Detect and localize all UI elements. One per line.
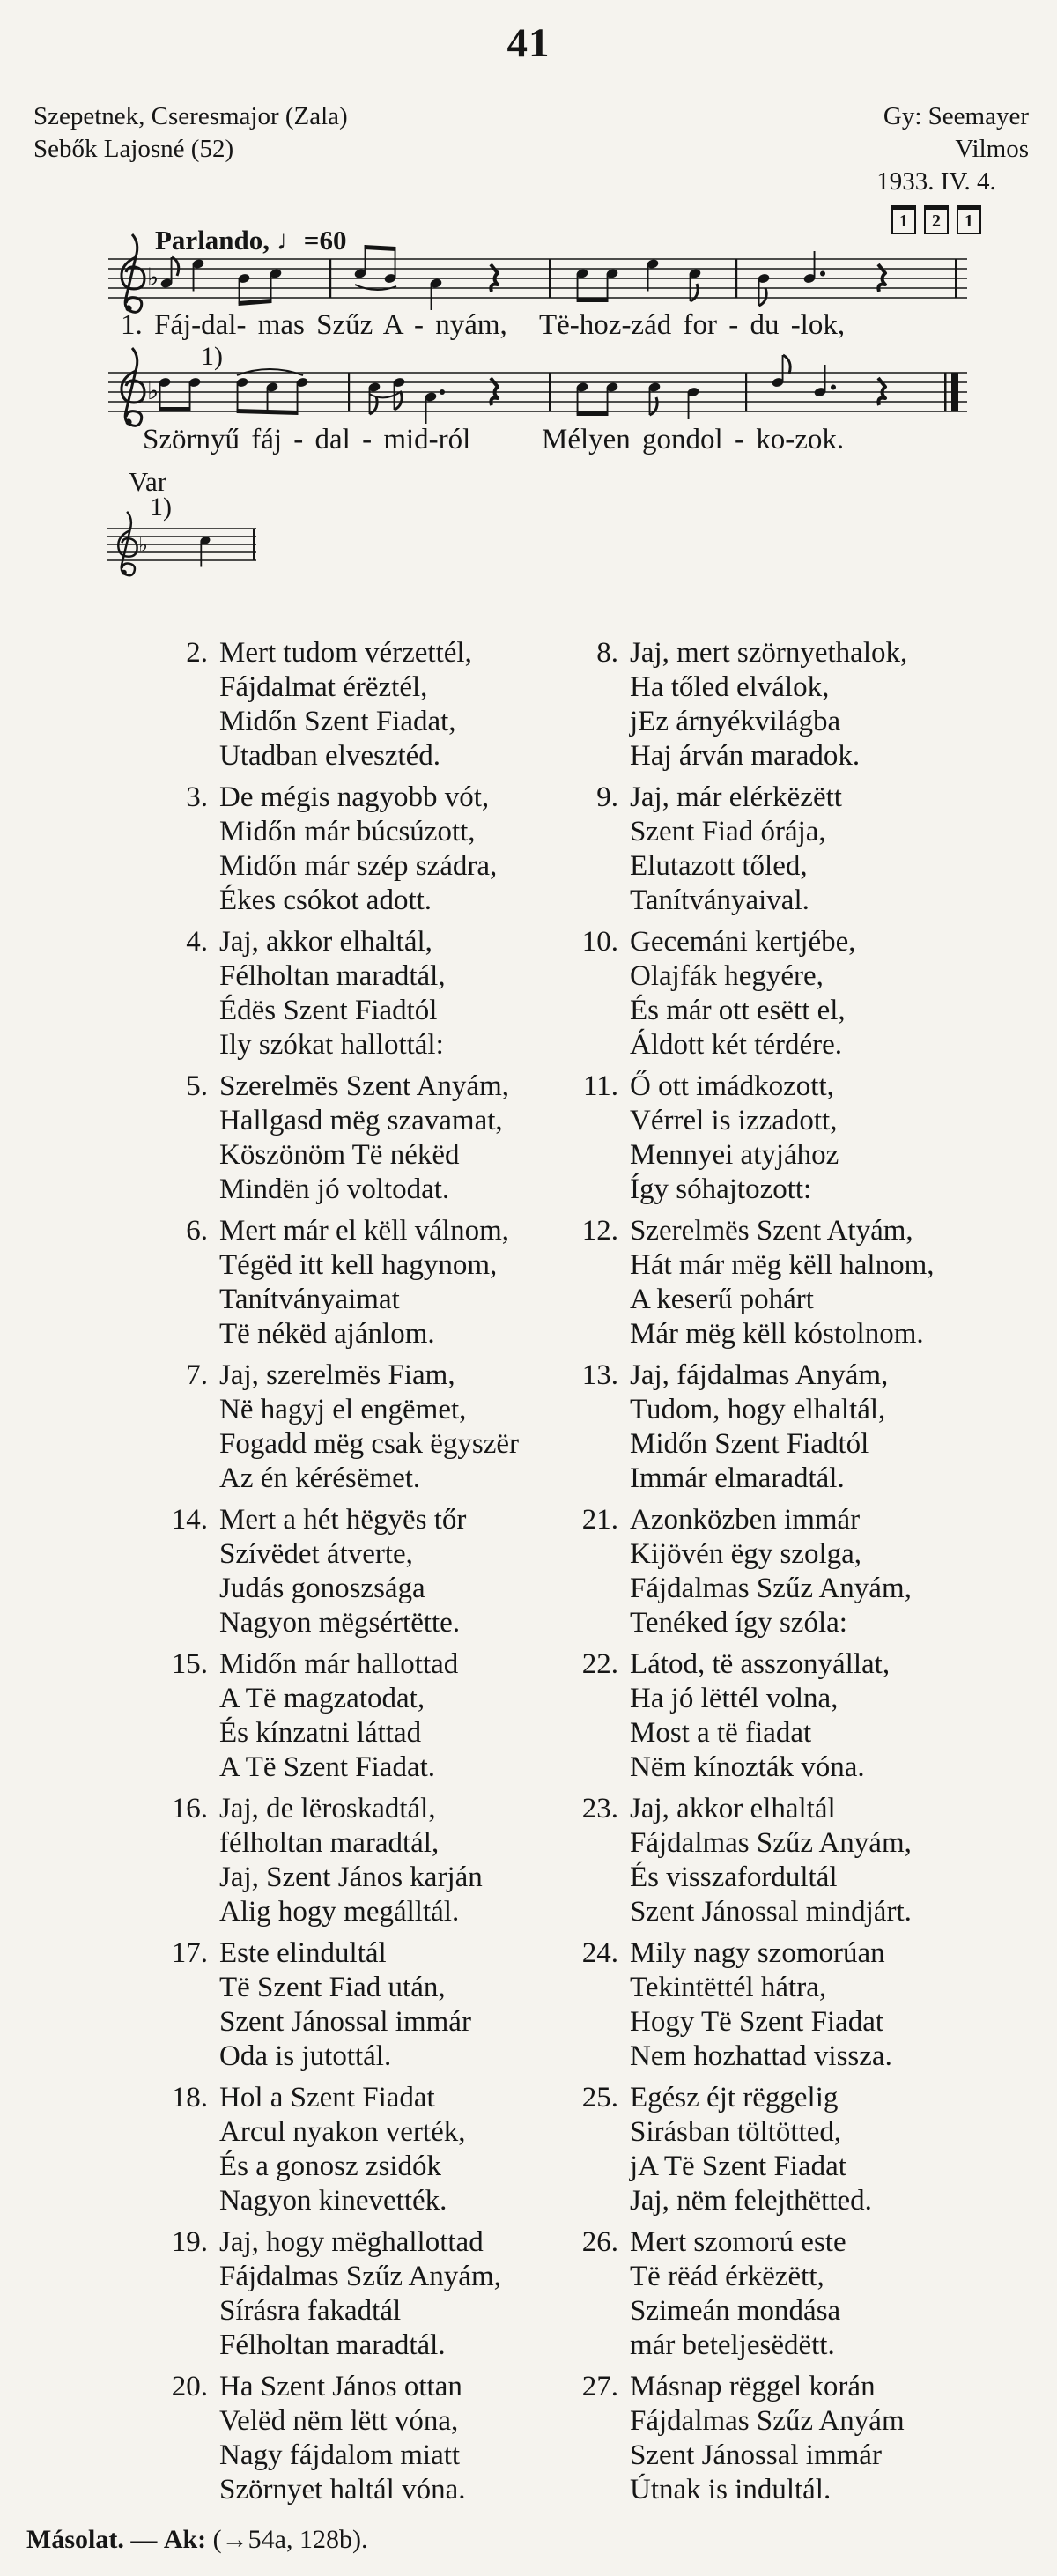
verse-line: Útnak is indultál.: [630, 2474, 832, 2506]
footer-source-label: Ak:: [163, 2525, 207, 2554]
variant-staff-fragment: [107, 509, 256, 588]
verse-line: Tanítványaimat: [219, 1284, 400, 1315]
verse-line: A keserű pohárt: [630, 1284, 814, 1315]
flat-sign-icon: ♭: [138, 534, 148, 557]
beamed-notes: [238, 268, 283, 306]
verse-lines: [219, 1936, 471, 2074]
verse-line: Fájdalmas Szűz Anyám,: [630, 1827, 912, 1859]
verse-block: [88, 781, 528, 918]
verse-line: És kínzatni láttad: [219, 1717, 422, 1749]
verse-line: Ha tőled elválok,: [630, 671, 830, 703]
verse-line: Mennyei atyjához: [630, 1139, 839, 1171]
verse-number: 20.: [171, 2371, 208, 2402]
staff-lines: [108, 259, 967, 298]
note: [689, 268, 702, 301]
verse-line: Jaj, fájdalmas Anyám,: [630, 1359, 889, 1391]
verse-line: Mindën jó voltodat.: [219, 1173, 450, 1205]
verse-line: Fogadd mëg csak ëgyszër: [219, 1428, 519, 1460]
verse-line: Szent Fiad órája,: [630, 816, 826, 848]
verse-number: 24.: [581, 1937, 618, 1969]
verse-number: 26.: [581, 2226, 618, 2258]
verse-line: Jaj, mert szörnyethalok,: [630, 637, 908, 669]
verse-line: Nem hozhattad vissza.: [630, 2040, 892, 2072]
barline: [745, 373, 747, 411]
verse-block: [499, 1647, 939, 1785]
verse-line: Jaj, akkor elhaltál,: [219, 926, 432, 958]
verse-line: Mert a hét hëgyës tőr: [219, 1504, 467, 1536]
verse-line: Szívëdet átverte,: [219, 1538, 413, 1570]
verse-line: Ily szókat hallottál:: [219, 1029, 444, 1061]
tempo-marking: Parlando, ♩=60: [155, 225, 347, 255]
verse-number: 8.: [596, 637, 618, 669]
verse-line: Jaj, nëm felejthëtted.: [630, 2185, 872, 2217]
verse-line: Látod, të asszonyállat,: [630, 1648, 891, 1680]
verse-line: Hol a Szent Fiadat: [219, 2082, 435, 2113]
verse-line: Ha Szent János ottan: [219, 2371, 462, 2402]
sigla-box-1: 1: [891, 205, 916, 234]
verse-line: Így sóhajtozott:: [630, 1173, 812, 1205]
verse-line: Mert már el këll válnom,: [219, 1215, 509, 1247]
verse-line: Immár elmaradtál.: [630, 1462, 845, 1494]
verse-line: Szerelmës Szent Atyám,: [630, 1215, 913, 1247]
barline: [329, 259, 331, 298]
verse-line: Félholtan maradtál,: [219, 960, 446, 992]
verse-block: [88, 2225, 528, 2363]
verse-line: Elutazott tőled,: [630, 850, 808, 882]
verse-number: 14.: [171, 1504, 208, 1536]
verse-number: 10.: [581, 926, 618, 958]
verse-number: 2.: [186, 637, 208, 669]
verse-block: [88, 1936, 528, 2074]
verse-line: Már mëg këll kóstolnom.: [630, 1318, 924, 1350]
verse-line: Nagy fájdalom miatt: [219, 2439, 461, 2471]
verse-block: [499, 636, 939, 774]
verse-line: Szörnyet haltál vóna.: [219, 2474, 466, 2506]
header-left: [33, 100, 348, 166]
verse-line: Jaj, Szent János karján: [219, 1862, 483, 1893]
treble-clef-icon: [118, 512, 137, 575]
verse-block: [88, 925, 528, 1062]
verse-line: Ő ott imádkozott,: [630, 1070, 834, 1102]
verse-lines: [630, 2081, 872, 2218]
verse-lines: [219, 925, 446, 1062]
verse-number: 16.: [171, 1793, 208, 1825]
dotted-note: [425, 389, 445, 424]
verse-line: Szent Jánossal immár: [219, 2006, 471, 2038]
verse-lines: [630, 1647, 890, 1785]
verse-line: Nëm kínozták vóna.: [630, 1751, 865, 1783]
barline: [348, 373, 350, 411]
verse-number: 21.: [581, 1504, 618, 1536]
verse-line: Sírásra fakadtál: [219, 2295, 402, 2327]
verse-line: Nagyon mëgsértëtte.: [219, 1607, 461, 1639]
verse-line: Tudom, hogy elhaltál,: [630, 1394, 886, 1425]
verse-block: [499, 1214, 939, 1351]
barline: [549, 259, 551, 298]
header-date: 1933. IV. 4.: [876, 167, 996, 196]
verse-column-right: [499, 636, 939, 2514]
verse-line: Të rëád érkëzëtt,: [630, 2261, 824, 2292]
verse-line: Tekintëttél hátra,: [630, 1972, 827, 2003]
verse-number: 22.: [581, 1648, 618, 1680]
verse-lines: [630, 1358, 888, 1496]
verse-block: [499, 2081, 939, 2218]
verse-line: Nagyon kinevették.: [219, 2185, 447, 2217]
verse-block: [499, 1070, 939, 1207]
verse-line: Mert tudom vérzettél,: [219, 637, 472, 669]
verse-line: Midőn Szent Fiadtól: [630, 1428, 869, 1460]
verse-line: Utadban elvesztéd.: [219, 740, 441, 772]
verse-line: Jaj, szerelmës Fiam,: [219, 1359, 455, 1391]
verse-line: Haj árván maradok.: [630, 740, 861, 772]
verse-block: [88, 1214, 528, 1351]
note: [160, 257, 179, 289]
verse-line: Jaj, már elérkëzëtt: [630, 781, 842, 813]
verse-line: Tenéked így szóla:: [630, 1607, 847, 1639]
verse-line: Midőn már búcsúzott,: [219, 816, 476, 848]
verse-number: 3.: [186, 781, 208, 813]
verse-line: Szent Jánossal immár: [630, 2439, 882, 2471]
verse-block: [88, 1792, 528, 1929]
header-performer: Sebők Lajosné (52): [33, 135, 234, 163]
verse-line: Ha jó lëttél volna,: [630, 1683, 839, 1714]
verse-number: 5.: [186, 1070, 208, 1102]
verse-line: Mert szomorú este: [630, 2226, 846, 2258]
verse-number: 25.: [581, 2082, 618, 2113]
beamed-notes: [576, 381, 619, 416]
verse-number: 18.: [171, 2082, 208, 2113]
footer-note: [26, 2525, 367, 2555]
verse-lines: [219, 1792, 483, 1929]
verse-block: [88, 1070, 528, 1207]
verse-line: Hát már mëg këll halnom,: [630, 1249, 935, 1281]
verse-line: És már ott esëtt el,: [630, 995, 846, 1026]
verse-number: 27.: [581, 2371, 618, 2402]
verse-line: Az én kérésëmet.: [219, 1462, 421, 1494]
verse-block: [88, 1647, 528, 1785]
verse-lines: [630, 2370, 905, 2507]
verse-lines: [630, 1070, 839, 1207]
verse-line: Édës Szent Fiadtól: [219, 995, 438, 1026]
verse-line: Gecemáni kertjébe,: [630, 926, 856, 958]
verse-lines: [219, 1070, 509, 1207]
lyric-phrase-1: 1. Fáj-dal- mas Szűz A - nyám,: [121, 309, 507, 341]
verse-line: Fájdalmas Szűz Anyám: [630, 2405, 905, 2437]
verse-line: Hogy Të Szent Fiadat: [630, 2006, 884, 2038]
verse-line: Szimeán mondása: [630, 2295, 841, 2327]
treble-clef-icon: [122, 348, 144, 426]
verse-number: 15.: [171, 1648, 208, 1680]
note: [758, 273, 771, 306]
note: [648, 381, 662, 415]
flat-sign-icon: ♭: [147, 376, 159, 405]
verse-line: Judás gonoszsága: [219, 1573, 425, 1604]
verse-lines: [630, 781, 842, 918]
verse-number: 19.: [171, 2226, 208, 2258]
verse-line: És a gonosz zsidók: [219, 2150, 442, 2182]
note: [430, 278, 443, 310]
verse-lines: [219, 1214, 509, 1351]
verse-line: Mily nagy szomorúan: [630, 1937, 885, 1969]
page-number: 41: [506, 20, 551, 66]
sigla-box-2: 2: [924, 205, 949, 234]
verse-line: Oda is jutottál.: [219, 2040, 392, 2072]
verse-line: Të Szent Fiad után,: [219, 1972, 446, 2003]
verse-number: 23.: [581, 1793, 618, 1825]
verse-line: Félholtan maradtál.: [219, 2329, 446, 2361]
verse-line: Fájdalmas Szűz Anyám,: [630, 1573, 912, 1604]
verse-line: Arcul nyakon verték,: [219, 2116, 466, 2148]
verse-block: [499, 1792, 939, 1929]
verse-line: már beteljesëdëtt.: [630, 2329, 835, 2361]
verse-line: Vérrel is izzadott,: [630, 1105, 838, 1136]
header-right: [817, 100, 1029, 234]
verse-line: Fájdalmat érëztél,: [219, 671, 428, 703]
verse-block: [88, 2370, 528, 2507]
verse-lines: [630, 1792, 912, 1929]
verse-block: [499, 781, 939, 918]
footer-copy-note: Másolat.: [26, 2525, 124, 2554]
barline: [735, 259, 737, 298]
verse-block: [499, 1936, 939, 2074]
verse-lines: [630, 1936, 892, 2074]
verse-line: Tégëd itt kell hagynom,: [219, 1249, 498, 1281]
beamed-notes: [576, 268, 619, 302]
beamed-notes: [354, 245, 397, 290]
verse-line: Ékes csókot adott.: [219, 885, 432, 916]
verse-line: Szent Jánossal mindjárt.: [630, 1896, 912, 1928]
verse-lines: [219, 1503, 466, 1640]
verse-number: 9.: [596, 781, 618, 813]
verse-block: [88, 1503, 528, 1640]
verse-line: És visszafordultál: [630, 1862, 838, 1893]
verse-line: Hallgasd mëg szavamat,: [219, 1105, 503, 1136]
verse-line: Velëd nëm lëtt vóna,: [219, 2405, 459, 2437]
verse-line: Jaj, de lëroskadtál,: [219, 1793, 436, 1825]
verse-line: Të nékëd ajánlom.: [219, 1318, 435, 1350]
sigla-box-3: 1: [957, 205, 981, 234]
verse-line: Másnap rëggel korán: [630, 2371, 876, 2402]
verse-line: Midőn Szent Fiadat,: [219, 706, 456, 737]
footer-source-ref: (→54a, 128b).: [212, 2525, 368, 2554]
note: [192, 258, 205, 291]
verse-lines: [630, 925, 856, 1062]
verse-line: Kijövén ëgy szolga,: [630, 1538, 862, 1570]
verse-line: Egész éjt rëggelig: [630, 2082, 839, 2113]
verse-line: Szerelmës Szent Anyám,: [219, 1070, 510, 1102]
verse-lines: [630, 1503, 912, 1640]
verse-line: Jaj, hogy mëghallottad: [219, 2226, 484, 2258]
verse-lines: [219, 2225, 501, 2363]
verse-block: [499, 2225, 939, 2363]
flat-sign-icon: ♭: [147, 263, 159, 292]
verse-line: De mégis nagyobb vót,: [219, 781, 490, 813]
verse-line: jEz árnyékvilágba: [630, 706, 841, 737]
verse-line: Sirásban töltötted,: [630, 2116, 842, 2148]
verse-lines: [630, 1214, 935, 1351]
end-barline: [955, 259, 957, 298]
verse-line: Tanítványaival.: [630, 885, 809, 916]
lyric-phrase-2: Të-hoz-zád for - du -lok,: [539, 309, 846, 341]
verse-number: 17.: [171, 1937, 208, 1969]
verse-number: 12.: [581, 1215, 618, 1247]
note: [199, 536, 211, 567]
verse-line: Jaj, akkor elhaltál: [630, 1793, 836, 1825]
barline: [549, 373, 551, 411]
verse-block: [88, 1358, 528, 1496]
verse-block: [88, 636, 528, 774]
verse-line: Midőn már szép szádra,: [219, 850, 498, 882]
treble-clef-icon: [122, 234, 144, 312]
verse-block: [499, 925, 939, 1062]
verse-lines: [219, 1647, 458, 1785]
header-location: Szepetnek, Cseresmajor (Zala): [33, 102, 348, 130]
verse-line: Midőn már hallottad: [219, 1648, 459, 1680]
verse-line: Áldott két térdére.: [630, 1029, 842, 1061]
note: [647, 258, 660, 291]
verse-number: 7.: [186, 1359, 208, 1391]
verse-line: jA Të Szent Fiadat: [630, 2150, 846, 2182]
verse-block: [88, 2081, 528, 2218]
verse-line: A Të Szent Fiadat.: [219, 1751, 436, 1783]
verse-lines: [219, 636, 472, 774]
verse-lines: [219, 2370, 466, 2507]
verse-number: 4.: [186, 926, 208, 958]
verse-lines: [630, 2225, 846, 2363]
verse-number: 11.: [582, 1070, 618, 1102]
verse-number: 13.: [581, 1359, 618, 1391]
verse-block: [499, 1358, 939, 1496]
verse-line: Azonközben immár: [630, 1504, 861, 1536]
verse-block: [499, 1503, 939, 1640]
verse-line: félholtan maradtál,: [219, 1827, 440, 1859]
variant-label: Var: [129, 466, 167, 497]
lyric-phrase-4: Mélyen gondol - ko-zok.: [542, 424, 845, 455]
verse-block: [499, 2370, 939, 2507]
verse-line: Olajfák hegyére,: [630, 960, 824, 992]
footer-dash: —: [130, 2525, 158, 2554]
verse-lines: [219, 781, 497, 918]
verse-line: Most a të fiadat: [630, 1717, 812, 1749]
verse-line: Fájdalmas Szűz Anyám,: [219, 2261, 501, 2292]
verse-line: Alig hogy megálltál.: [219, 1896, 460, 1928]
header-collector: Gy: Seemayer Vilmos: [883, 102, 1029, 163]
staff2-footnote-marker: 1): [201, 342, 223, 371]
lyric-phrase-3: Szörnyű fáj - dal - mid-ról: [143, 424, 471, 455]
fragment-end: [253, 529, 255, 560]
verse-line: Në hagyj el engëmet,: [219, 1394, 467, 1425]
verse-lines: [630, 636, 907, 774]
verse-column-left: [88, 636, 528, 2514]
verse-line: Köszönöm Të nékëd: [219, 1139, 460, 1171]
verse-lines: [219, 1358, 519, 1496]
final-barline: [944, 373, 958, 411]
verse-line: Este elindultál: [219, 1937, 387, 1969]
verse-line: A Të magzatodat,: [219, 1683, 425, 1714]
verse-number: 6.: [186, 1215, 208, 1247]
verse-lines: [219, 2081, 466, 2218]
note: [687, 387, 700, 419]
variant-footnote-marker: 1): [150, 492, 172, 522]
slur: [355, 285, 396, 290]
